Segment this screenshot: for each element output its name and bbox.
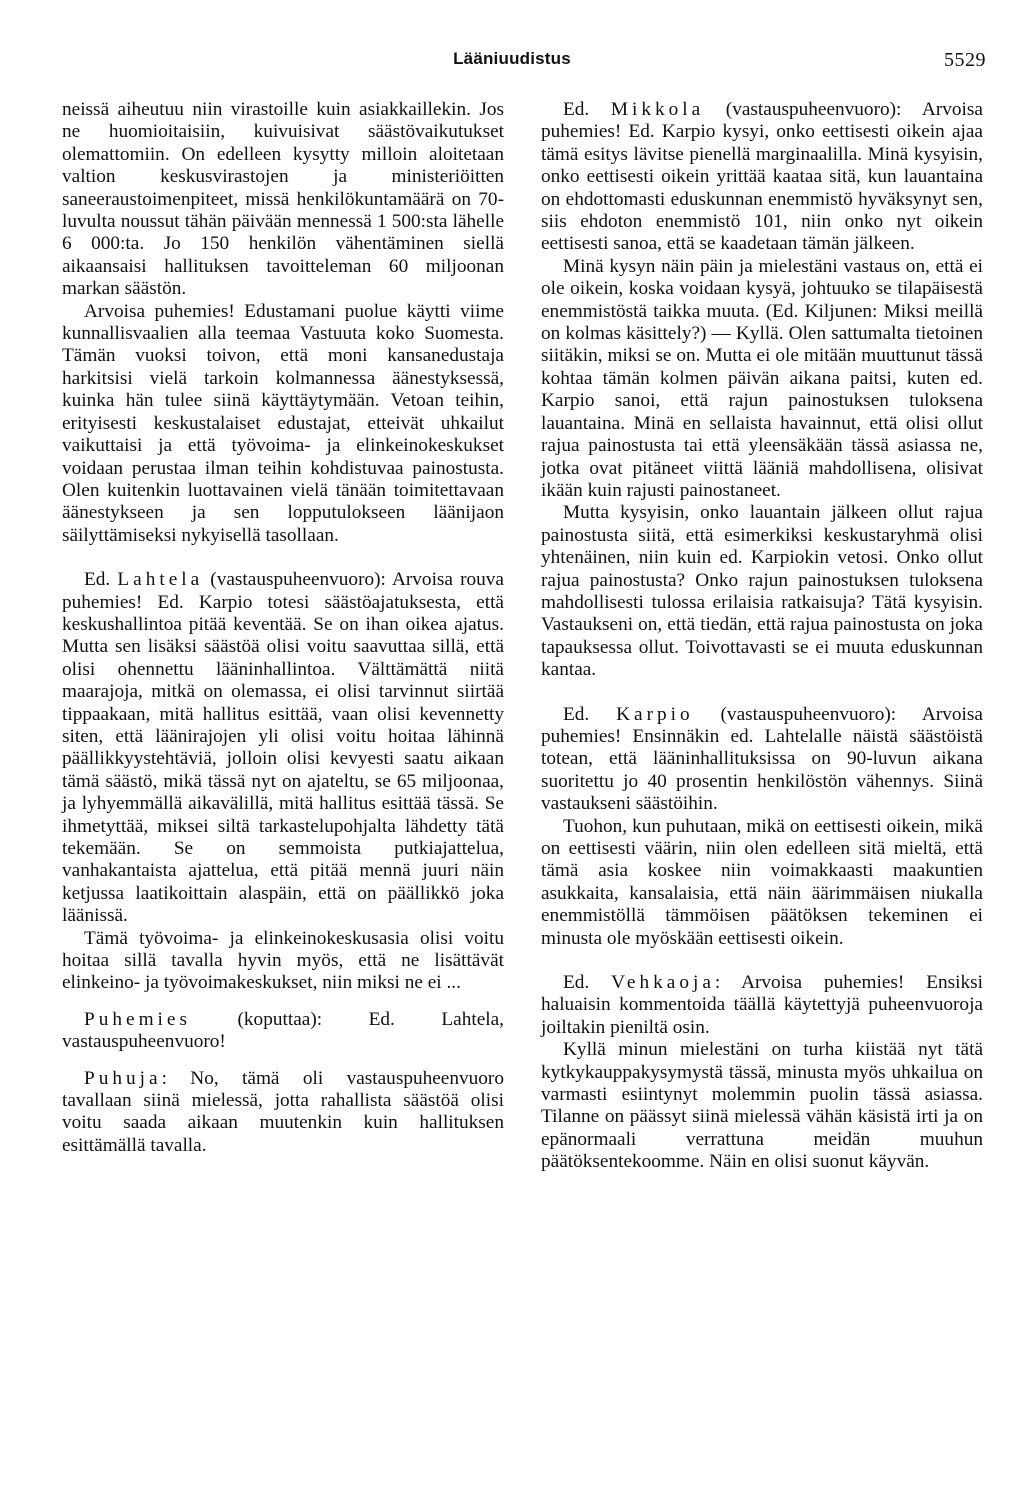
speech-text: (koputtaa): Ed. Lahtela, vastauspuheenvuoro!	[62, 1008, 504, 1053]
speech-text: (vastauspuheenvuoro): Arvoisa puhemies! Ensinnäkin ed. Lahtelalle näistä säästöistä totean, että lääninhallituksissa on 90-luvun aikana suoritettu jo 40 prosentin henkilöstön vähennys. Siinä vastaukseni säästöihin.	[541, 703, 983, 815]
running-title: Lääniuudistus	[453, 49, 571, 68]
right-column	[541, 99, 983, 1174]
speech-puhuja	[62, 1068, 504, 1158]
speech-text: (vastauspuheenvuoro): Arvoisa rouva puhemies! Ed. Karpio totesi säästöajatuksesta, että keskushallintoa pitää keventää. Se on ihan oikea ajatus. Mutta sen lisäksi säästöä olisi voitu saavuttaa sillä, että olisi ohennettu lääninhallintoa. Välttämättä niitä maarajoja, mitkä on olemassa, ei olisi tarvinnut siirtää tippaakaan, mitä hallitus esittää, vaan olisi kevennetty siten, että läänirajojen yli olisi voitu hoitaa lähinnä päällikkyystehtäviä, jolloin olisi kevyesti saatu aikaan tämä säästö, mikä tässä nyt on ajateltu, se 65 miljoonaa, ja lyhyemmällä aikavälillä, mitä hallitus esittää tässä. Se ihmetyttää, miksei siltä tarkastelupohjalta lähdetty tätä tekemään. Se on semmoista putkiajattelua, vanhakantaista ajattelua, että pitää mennä juuri näin ketjussa laatikoittain alaspäin, että on päällikkö joka läänissä.	[62, 569, 504, 927]
paragraph: Mutta kysyisin, onko lauantain jälkeen ollut rajua painostusta siitä, että esimerkiksi keskustaryhmä olisi yhtenäinen, niin kuin ed. Karpiokin vetosi. Onko ollut rajua painostusta? Onko rajun painostuksen tuloksena mahdollisesti tulossa erilaisia ratkaisuja? Tätä kysyisin. Vastaukseni on, että tiedän, että rajua painostusta on joka tapauksessa ollut. Toivottavasti se ei muuta eduskunnan kantaa.	[541, 502, 983, 681]
speech-text: : Arvoisa puhemies! Ensiksi haluaisin kommentoida täällä käytettyjä puheenvuoroja joiltakin pieniltä osin.	[541, 972, 983, 1038]
speech-text: (vastauspuheenvuoro): Arvoisa puhemies! Ed. Karpio kysyi, onko eettisesti oikein ajaa tämä esitys lävitse pienellä marginaalilla. Minä kysyisin, onko eettisesti oikein yrittää kaataa sitä, kun lauantaina on ehdottomasti eduskunnan enemmistö hyväksynyt sen, siis ehdoton enemmistö 101, niin onko nyt oikein eettisesti sanoa, että se kaadetaan tämän jälkeen.	[541, 99, 983, 255]
paragraph: Kyllä minun mielestäni on turha kiistää nyt tätä kytkykauppakysymystä tässä, minusta myös uhkailua on varmasti esiintynyt molemmin puolin tässä asiassa. Tilanne on päässyt siinä mielessä vähän käsistä irti ja on epänormaali verrattuna meidän muuhun päätöksentekoomme. Näin en olisi suonut käyvän.	[541, 1039, 983, 1173]
paragraph: Arvoisa puhemies! Edustamani puolue käytti viime kunnallisvaalien alla teemaa Vastuuta koko Suomesta. Tämän vuoksi toivon, että moni kansanedustaja harkitsisi vielä tarkoin kolmannessa äänestyksessä, kuinka hän tulee siinä käyttäytymään. Vetoan teihin, erityisesti keskustalaiset edustajat, etteivät uhkailut vaikuttaisi ja että työvoima- ja elinkeinokeskukset voidaan perustaa ilman teihin kohdistuvaa painostusta. Olen kuitenkin luottavainen vielä tänään toimitettavaan äänestykseen ja sen lopputulokseen läänijaon säilyttämiseksi nykyisellä tasollaan.	[62, 300, 504, 546]
speech-lahtela	[62, 569, 504, 928]
speaker-name: Karpio	[616, 703, 694, 725]
speaker-prefix: Ed.	[563, 703, 590, 725]
paragraph: Minä kysyn näin päin ja mielestäni vastaus on, että ei ole oikein, koska voidaan kysyä, johtuuko se tilapäisestä enemmistöstä taikka muuta. (Ed. Kiljunen: Miksi meillä on kolmas käsittely?) — Kyllä. Olen sattumalta tietoinen siitäkin, miksi se on. Mutta ei ole mitään muuttunut tässä kohtaa tämän kolmen päivän aikana paitsi, kuten ed. Karpio sanoi, että rajun painostuksen tuloksena lauantaina. Minä en sellaista havainnut, että olisi ollut rajua painostusta tai että yleensäkään tässä asiassa ne, jotka ovat pitäneet viittä lääniä mahdollisena, olisivat ikään kuin rajusti painostaneet.	[541, 255, 983, 501]
speech-vehkaoja	[541, 972, 983, 1039]
speaker-prefix: Ed.	[563, 99, 590, 120]
speech-mikkola	[541, 99, 983, 256]
speaker-name: Lahtela	[117, 569, 204, 591]
left-column	[62, 99, 504, 1157]
paragraph: Tämä työvoima- ja elinkeinokeskusasia olisi voitu hoitaa sillä tavalla hyvin myös, että ne lisättävät elinkeino- ja työvoimakeskukset, niin miksi ne ei ...	[62, 927, 504, 994]
speaker-name: Vehkaoja	[611, 972, 715, 994]
speech-puhemies	[62, 1009, 504, 1054]
speaker-name: Mikkola	[610, 99, 705, 120]
paragraph: neissä aiheutuu niin virastoille kuin asiakkaillekin. Jos ne huomioitaisiin, kuivuisivat säästövaikutukset olemattomiin. On edelleen kysytty milloin aloitetaan valtion keskusvirastojen ja ministeriöitten saneeraustoimenpiteet, missä henkilökuntamäärä on 70-luvulta noussut tähän päivään mennessä 1 500:sta lähelle 6 000:ta. Jo 150 henkilön vähentäminen siellä aikaansaisi hallituksen tavoitteleman 60 miljoonan markan säästön.	[62, 99, 504, 300]
speaker-prefix: Ed.	[84, 569, 111, 591]
paragraph: Tuohon, kun puhutaan, mikä on eettisesti oikein, mikä on eettisesti väärin, niin olen edelleen sitä mieltä, että tämä asia koskee niin voimakkaasti maakuntien asukkaita, kansalaisia, että näin äärimmäisen niukalla enemmistöllä tämmöisen päätöksen tekeminen ei minusta ole myöskään eettisesti oikein.	[541, 815, 983, 949]
speaker-name: Puhuja	[84, 1067, 162, 1089]
speaker-name: Puhemies	[84, 1008, 191, 1030]
page-number: 5529	[944, 49, 986, 71]
speech-karpio	[541, 704, 983, 816]
speech-text: : No, tämä oli vastauspuheenvuoro tavallaan siinä mielessä, jotta rahallista säästöä olisi voitu saada aikaan muutenkin kuin hallituksen esittämällä tavalla.	[62, 1067, 504, 1156]
speaker-prefix: Ed.	[563, 972, 590, 994]
